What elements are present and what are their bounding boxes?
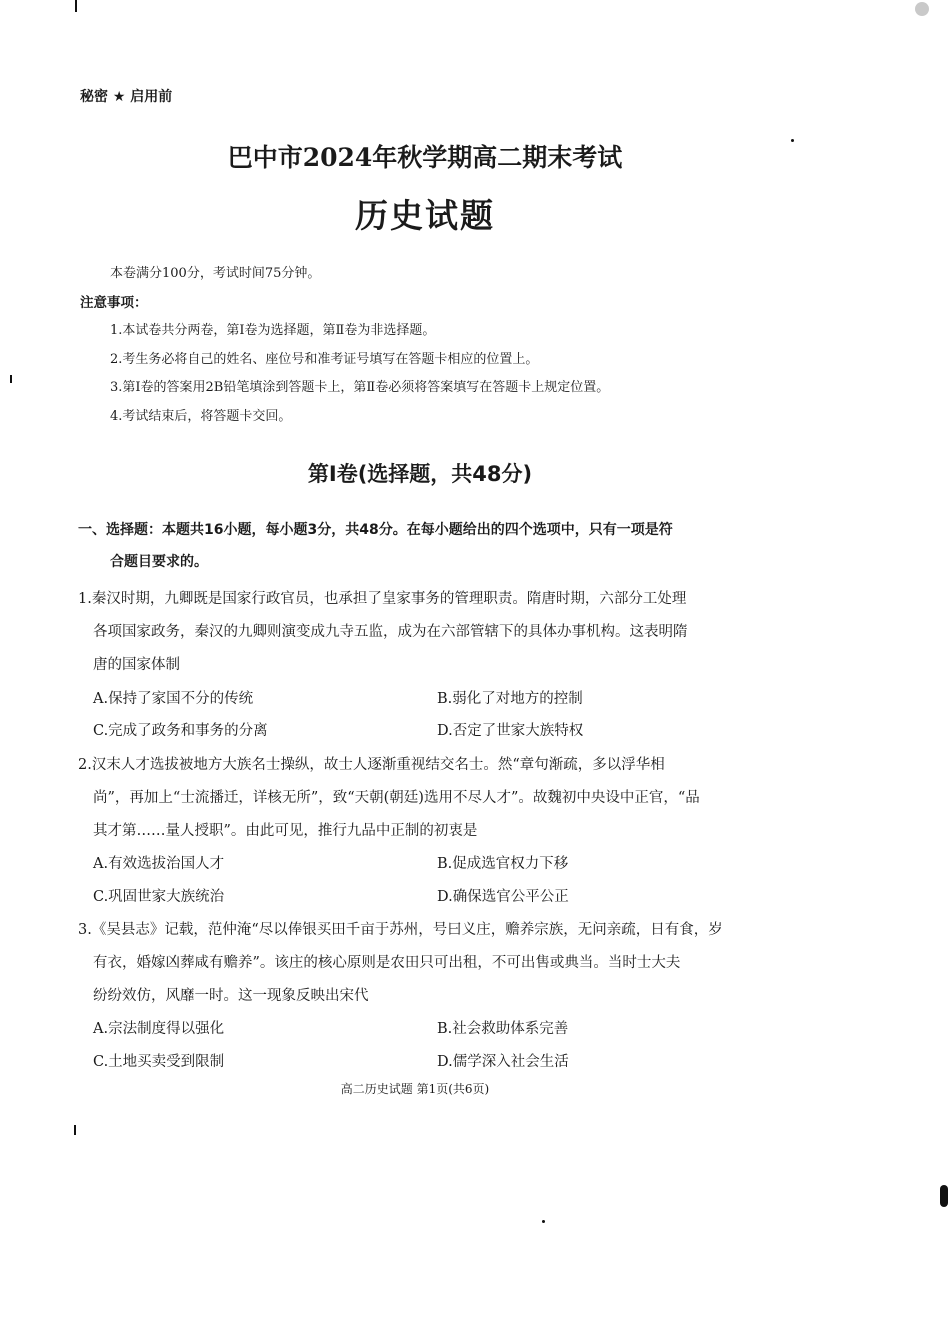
- question-3-stem: 纷纷效仿，风靡一时。这一现象反映出宋代: [93, 988, 369, 1004]
- notice-item: 3.第Ⅰ卷的答案用2B铅笔填涂到答题卡上，第Ⅱ卷必须将答案填写在答题卡上规定位置。: [110, 380, 610, 395]
- question-1-option-c: C.完成了政务和事务的分离: [93, 723, 268, 739]
- question-1-stem: 1.秦汉时期，九卿既是国家行政官员，也承担了皇家事务的管理职责。隋唐时期，六部分工处理: [78, 591, 687, 607]
- question-3-option-a: A.宗法制度得以强化: [93, 1021, 225, 1037]
- question-2-stem: 其才第……量人授职”。由此可见，推行九品中正制的初衷是: [93, 823, 478, 839]
- section-instructions: 一、选择题：本题共16小题，每小题3分，共48分。在每小题给出的四个选项中，只有一项是符: [78, 522, 673, 538]
- scan-speck: [940, 1185, 948, 1207]
- notice-heading: 注意事项：: [80, 295, 148, 311]
- scan-speck: [74, 1125, 76, 1135]
- confidential-label: 秘密 ★ 启用前: [80, 89, 173, 105]
- question-1-stem: 唐的国家体制: [93, 657, 180, 673]
- notice-item: 4.考试结束后，将答题卡交回。: [110, 409, 292, 424]
- question-2-option-a: A.有效选拔治国人才: [93, 856, 225, 872]
- notice-item: 1.本试卷共分两卷，第Ⅰ卷为选择题，第Ⅱ卷为非选择题。: [110, 323, 436, 338]
- page-footer: 高二历史试题 第1页(共6页): [340, 1082, 490, 1096]
- question-3-option-d: D.儒学深入社会生活: [437, 1054, 569, 1070]
- question-3-option-b: B.社会救助体系完善: [437, 1021, 569, 1037]
- question-1-stem: 各项国家政务，秦汉的九卿则演变成九寺五监，成为在六部管辖下的具体办事机构。这表明隋: [93, 624, 688, 640]
- scan-speck: [75, 0, 77, 12]
- question-2-option-b: B.促成选官权力下移: [437, 856, 569, 872]
- part-heading: 第Ⅰ卷(选择题，共48分): [307, 462, 533, 486]
- question-1-option-d: D.否定了世家大族特权: [437, 723, 584, 739]
- scan-speck: [542, 1220, 545, 1223]
- question-2-option-d: D.确保选官公平公正: [437, 889, 569, 905]
- question-3-stem: 有衣，婚嫁凶葬咸有赡养”。该庄的核心原则是农田只可出租，不可出售或典当。当时士大夫: [93, 955, 681, 971]
- question-2-stem: 尚”，再加上“士流播迁，详核无所”，致“天朝(朝廷)选用不尽人才”。故魏初中央设中正官，“品: [93, 790, 700, 806]
- exam-intro: 本卷满分100分，考试时间75分钟。: [110, 266, 321, 281]
- question-2-option-c: C.巩固世家大族统治: [93, 889, 225, 905]
- exam-title: 巴中市2024年秋学期高二期末考试: [227, 143, 623, 172]
- question-3-stem: 3.《吴县志》记载，范仲淹“尽以俸银买田千亩于苏州，号曰义庄，赡养宗族，无问亲疏，日有食，岁: [78, 922, 723, 938]
- question-3-option-c: C.土地买卖受到限制: [93, 1054, 225, 1070]
- notice-item: 2.考生务必将自己的姓名、座位号和准考证号填写在答题卡相应的位置上。: [110, 352, 539, 367]
- question-2-stem: 2.汉末人才选拔被地方大族名士操纵，故士人逐渐重视结交名士。然“章句渐疏，多以浮华相: [78, 757, 665, 773]
- scan-speck: [915, 2, 929, 16]
- question-1-option-a: A.保持了家国不分的传统: [93, 691, 254, 707]
- scan-speck: [10, 375, 12, 383]
- question-1-option-b: B.弱化了对地方的控制: [437, 691, 583, 707]
- section-instructions-cont: 合题目要求的。: [110, 554, 208, 570]
- subject-title: 历史试题: [355, 196, 495, 235]
